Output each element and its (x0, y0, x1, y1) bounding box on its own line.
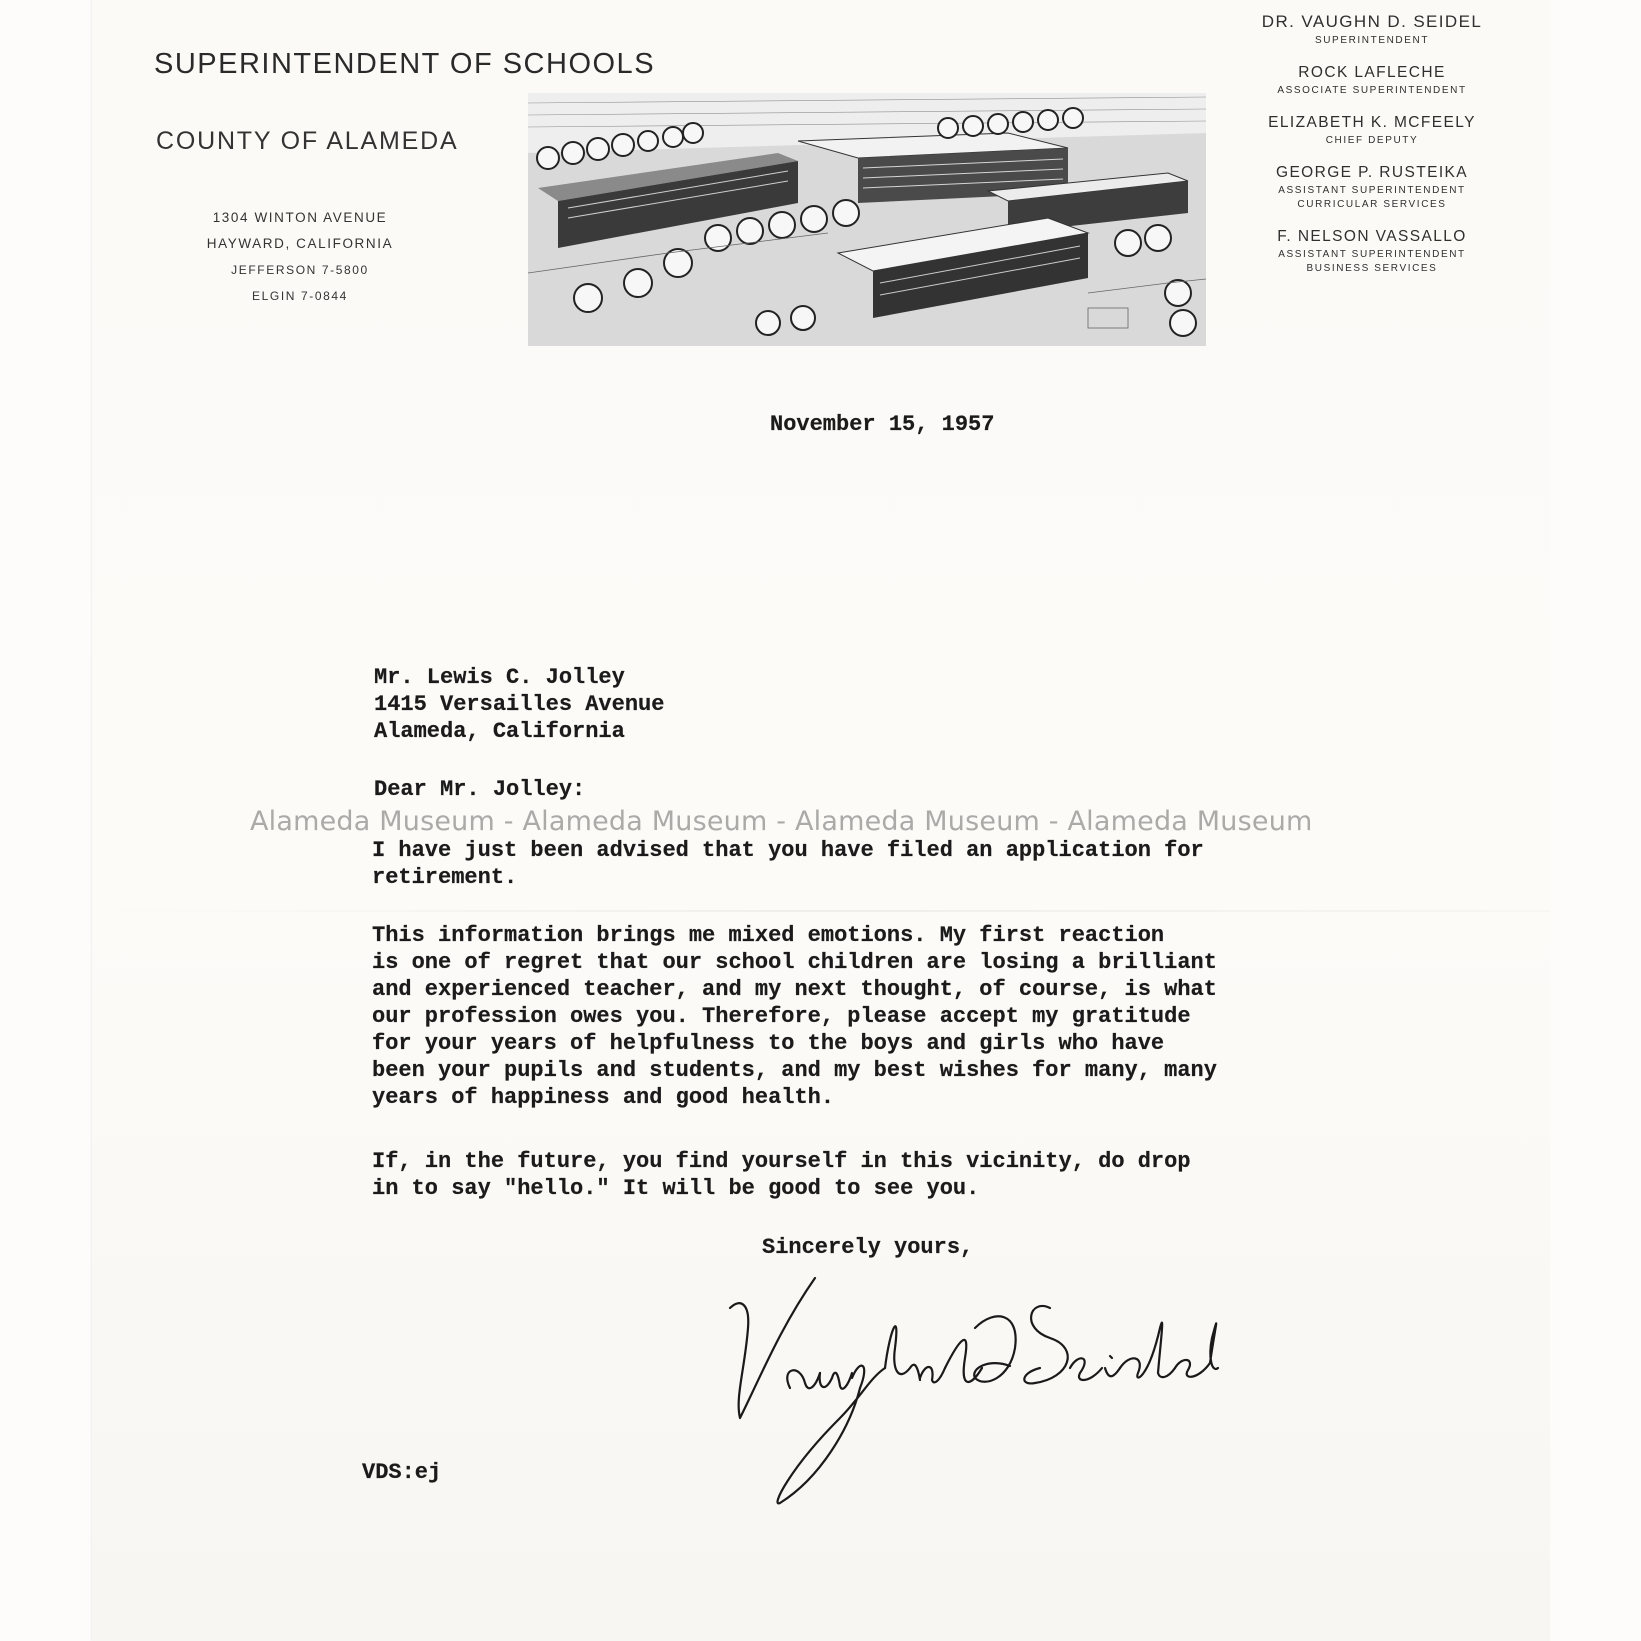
staff-name: F. NELSON VASSALLO (1277, 228, 1467, 245)
paragraph-line: If, in the future, you find yourself in this vicinity, do drop (372, 1149, 1191, 1174)
paragraph-1 (372, 837, 1204, 891)
letterhead-county: COUNTY OF ALAMEDA (156, 127, 459, 155)
phone-line-1: JEFFERSON 7-5800 (231, 263, 369, 277)
staff-title: SUPERINTENDENT (1314, 35, 1430, 46)
staff-title: ASSOCIATE SUPERINTENDENT (1277, 85, 1467, 96)
staff-name: GEORGE P. RUSTEIKA (1275, 164, 1468, 181)
staff-title: CHIEF DEPUTY (1325, 135, 1419, 146)
paragraph-3 (372, 1148, 1191, 1202)
paragraph-line: years of happiness and good health. (372, 1085, 835, 1110)
recipient-line: 1415 Versailles Avenue (374, 692, 665, 717)
watermark: Alameda Museum - Alameda Museum - Alameda Museum - Alameda Museum (250, 806, 1313, 837)
staff-list (1222, 12, 1522, 292)
paragraph-line: This information brings me mixed emotions. My first reaction (372, 923, 1165, 948)
salutation: Dear Mr. Jolley: (374, 777, 586, 802)
handwritten-signature (720, 1268, 1220, 1508)
paragraph-line: I have just been advised that you have filed an application for (372, 838, 1204, 863)
staff-entry (1222, 164, 1522, 210)
staff-entry (1222, 228, 1522, 274)
paragraph-2 (372, 922, 1217, 1111)
staff-name: DR. VAUGHN D. SEIDEL (1261, 12, 1483, 31)
paragraph-line: is one of regret that our school children are losing a brilliant (372, 950, 1217, 975)
paragraph-line: been your pupils and students, and my best wishes for many, many (372, 1058, 1217, 1083)
recipient-line: Mr. Lewis C. Jolley (374, 665, 625, 690)
address-line-2: HAYWARD, CALIFORNIA (206, 236, 394, 251)
closing: Sincerely yours, (762, 1235, 974, 1260)
letter-date: November 15, 1957 (770, 412, 995, 437)
paragraph-line: retirement. (372, 865, 518, 890)
paragraph-line: our profession owes you. Therefore, please accept my gratitude (372, 1004, 1191, 1029)
staff-entry (1222, 64, 1522, 96)
staff-title-secondary: CURRICULAR SERVICES (1297, 199, 1447, 210)
staff-title: ASSISTANT SUPERINTENDENT (1278, 185, 1466, 196)
staff-entry (1222, 12, 1522, 46)
staff-name: ELIZABETH K. MCFEELY (1268, 114, 1476, 131)
paragraph-line: and experienced teacher, and my next thought, of course, is what (372, 977, 1217, 1002)
paper-fold (92, 910, 1550, 912)
school-building-sketch (528, 93, 1206, 346)
staff-name: ROCK LAFLECHE (1298, 64, 1446, 81)
letterhead-address (180, 205, 420, 309)
recipient-address (374, 664, 664, 745)
typist-initials: VDS:ej (362, 1460, 442, 1485)
staff-title-secondary: BUSINESS SERVICES (1306, 263, 1438, 274)
staff-entry (1222, 114, 1522, 146)
recipient-line: Alameda, California (374, 719, 625, 744)
staff-title: ASSISTANT SUPERINTENDENT (1278, 249, 1466, 260)
letterhead-title: SUPERINTENDENT OF SCHOOLS (154, 48, 656, 80)
phone-line-2: ELGIN 7-0844 (252, 289, 348, 303)
paragraph-line: in to say "hello." It will be good to see you. (372, 1176, 980, 1201)
address-line-1: 1304 WINTON AVENUE (212, 210, 388, 225)
paragraph-line: for your years of helpfulness to the boys and girls who have (372, 1031, 1165, 1056)
